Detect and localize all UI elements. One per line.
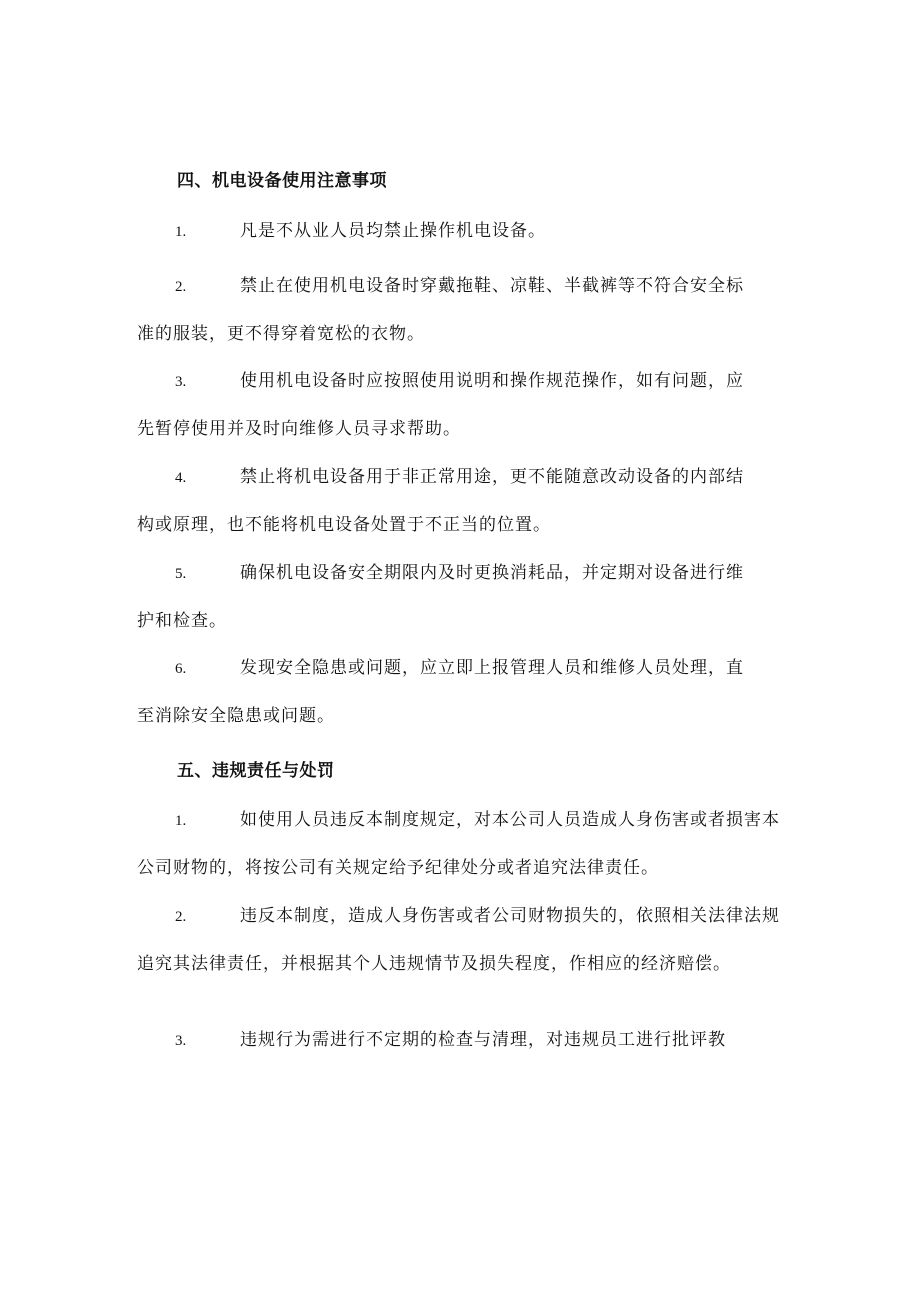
list-item <box>137 1017 797 1065</box>
item-text: 使用机电设备时应按照使用说明和操作规范操作，如有问题，应先暂停使用并及时向维修人员寻求帮助。 <box>137 371 744 439</box>
list-item <box>137 208 757 256</box>
item-text: 发现安全隐患或问题，应立即上报管理人员和维修人员处理，直至消除安全隐患或问题。 <box>137 658 744 726</box>
list-item <box>137 550 757 645</box>
item-number: 2. <box>175 909 187 925</box>
list-item <box>137 263 757 358</box>
item-text: 禁止在使用机电设备时穿戴拖鞋、凉鞋、半截裤等不符合安全标准的服装，更不得穿着宽松的衣物。 <box>137 276 744 344</box>
section-heading: 五、违规责任与处罚 <box>177 761 335 781</box>
item-number: 1. <box>175 813 187 829</box>
item-number: 3. <box>175 1033 187 1049</box>
list-item <box>137 454 757 549</box>
item-text: 违规行为需进行不定期的检查与清理，对违规员工进行批评教 <box>240 1030 726 1050</box>
list-item <box>137 645 757 740</box>
item-number: 2. <box>175 279 187 295</box>
item-text: 凡是不从业人员均禁止操作机电设备。 <box>240 221 546 241</box>
item-text: 如使用人员违反本制度规定，对本公司人员造成人身伤害或者损害本公司财物的，将按公司有关规定给予纪律处分或者追究法律责任。 <box>137 810 780 878</box>
section-heading: 四、机电设备使用注意事项 <box>177 171 387 191</box>
item-number: 6. <box>175 661 187 677</box>
item-text: 违反本制度，造成人身伤害或者公司财物损失的，依照相关法律法规追究其法律责任，并根据其个人违规情节及损失程度，作相应的经济赔偿。 <box>137 906 780 974</box>
item-number: 4. <box>175 470 187 486</box>
item-number: 3. <box>175 374 187 390</box>
item-number: 1. <box>175 224 187 240</box>
item-text: 禁止将机电设备用于非正常用途，更不能随意改动设备的内部结构或原理，也不能将机电设备处置于不正当的位置。 <box>137 467 744 535</box>
item-text: 确保机电设备安全期限内及时更换消耗品，并定期对设备进行维护和检查。 <box>137 563 744 631</box>
list-item <box>137 893 797 988</box>
list-item <box>137 358 757 453</box>
list-item <box>137 797 797 892</box>
item-number: 5. <box>175 566 187 582</box>
